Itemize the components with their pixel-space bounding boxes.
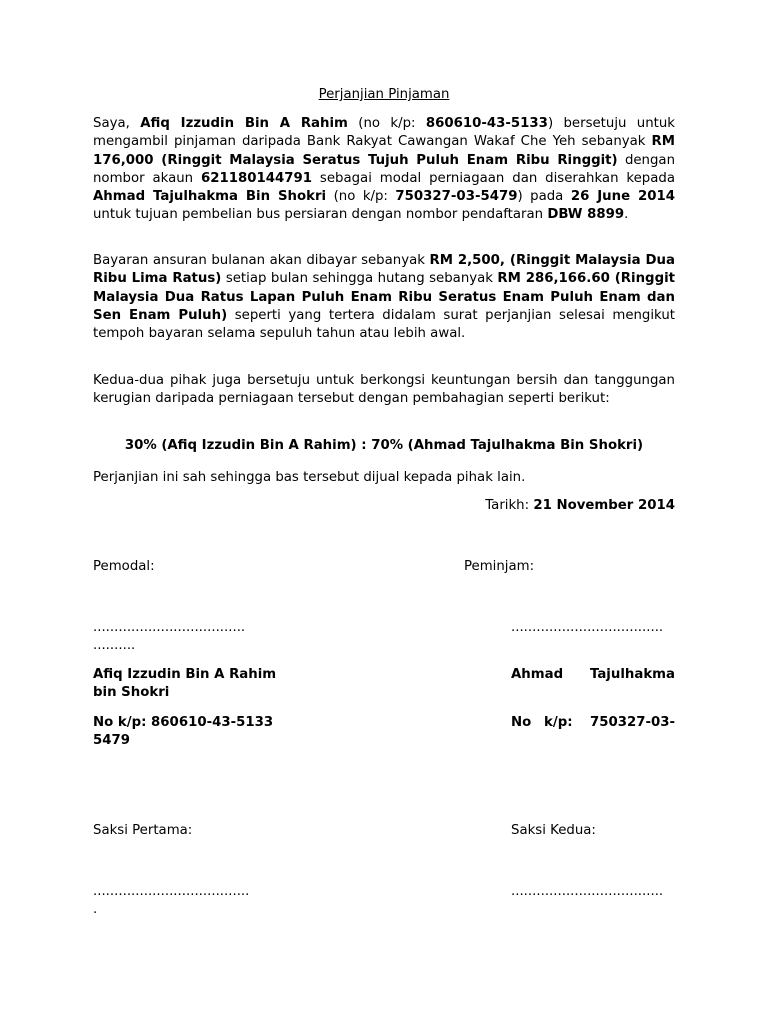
witness-first-label: Saksi Pertama: <box>93 823 193 838</box>
witness-second-label: Saksi Kedua: <box>511 823 596 838</box>
borrower-name-second: Tajulhakma <box>589 667 675 682</box>
borrower-label: Peminjam: <box>464 559 535 574</box>
borrower-signature-line: .................................... <box>511 620 664 635</box>
witness-first-signature-line-wrap: . <box>93 902 98 917</box>
witness-second-signature-line: .................................... <box>511 884 664 899</box>
paragraph-validity: Perjanjian ini sah sehingga bas tersebut dijual kepada pihak lain. <box>93 470 526 485</box>
borrower-name-first: Ahmad <box>511 667 564 682</box>
borrower-ic-wrap: 5479 <box>93 733 131 748</box>
paragraph-installments: Bayaran ansuran bulanan akan dibayar sebanyak RM 2,500, (Ringgit Malaysia Dua Ribu Lima Ratus) setiap bulan sehingga hutang sebanyak RM 286,166.60 (Ringgit Malaysia Dua Ratus Lapan Puluh Enam Ribu Seratus Enam Puluh Enam dan Sen Enam Puluh) seperti yang tertera didalam surat perjanjian selesai mengikut tempoh bayaran selama sepuluh tahun atau lebih awal. <box>93 253 676 342</box>
borrower-name-wrap: bin Shokri <box>93 685 170 700</box>
lender-label: Pemodal: <box>93 559 155 574</box>
borrower-ic-label-no: No <box>511 715 532 730</box>
paragraph-profit-sharing: Kedua-dua pihak juga bersetuju untuk berkongsi keuntungan bersih dan tanggungan kerugian daripada perniagaan tersebut dengan pembahagian seperti berikut: <box>93 373 675 407</box>
lender-name: Afiq Izzudin Bin A Rahim <box>93 667 277 682</box>
borrower-ic-number: 750327-03- <box>589 715 675 730</box>
document-title: Perjanjian Pinjaman <box>318 87 450 102</box>
profit-ratio: 30% (Afiq Izzudin Bin A Rahim) : 70% (Ahmad Tajulhakma Bin Shokri) <box>124 438 644 453</box>
paragraph-loan-details: Saya, Afiq Izzudin Bin A Rahim (no k/p: 860610-43-5133) bersetuju untuk mengambil pinjaman daripada Bank Rakyat Cawangan Wakaf Che Yeh sebanyak RM 176,000 (Ringgit Malaysia Seratus Tujuh Puluh Enam Ribu Ringgit) dengan nombor akaun 621180144791 sebagai modal perniagaan dan diserahkan kepada Ahmad Tajulhakma Bin Shokri (no k/p: 750327-03-5479) pada 26 June 2014 untuk tujuan pembelian bus persiaran dengan nombor pendaftaran DBW 8899. <box>93 116 676 223</box>
date-line: Tarikh: 21 November 2014 <box>485 498 675 513</box>
witness-first-signature-line: ..................................... <box>93 884 250 899</box>
borrower-ic-label-kp: k/p: <box>544 715 573 730</box>
lender-signature-line-wrap: .......... <box>93 638 136 653</box>
lender-signature-line: .................................... <box>93 620 246 635</box>
lender-ic: No k/p: 860610-43-5133 <box>93 715 274 730</box>
